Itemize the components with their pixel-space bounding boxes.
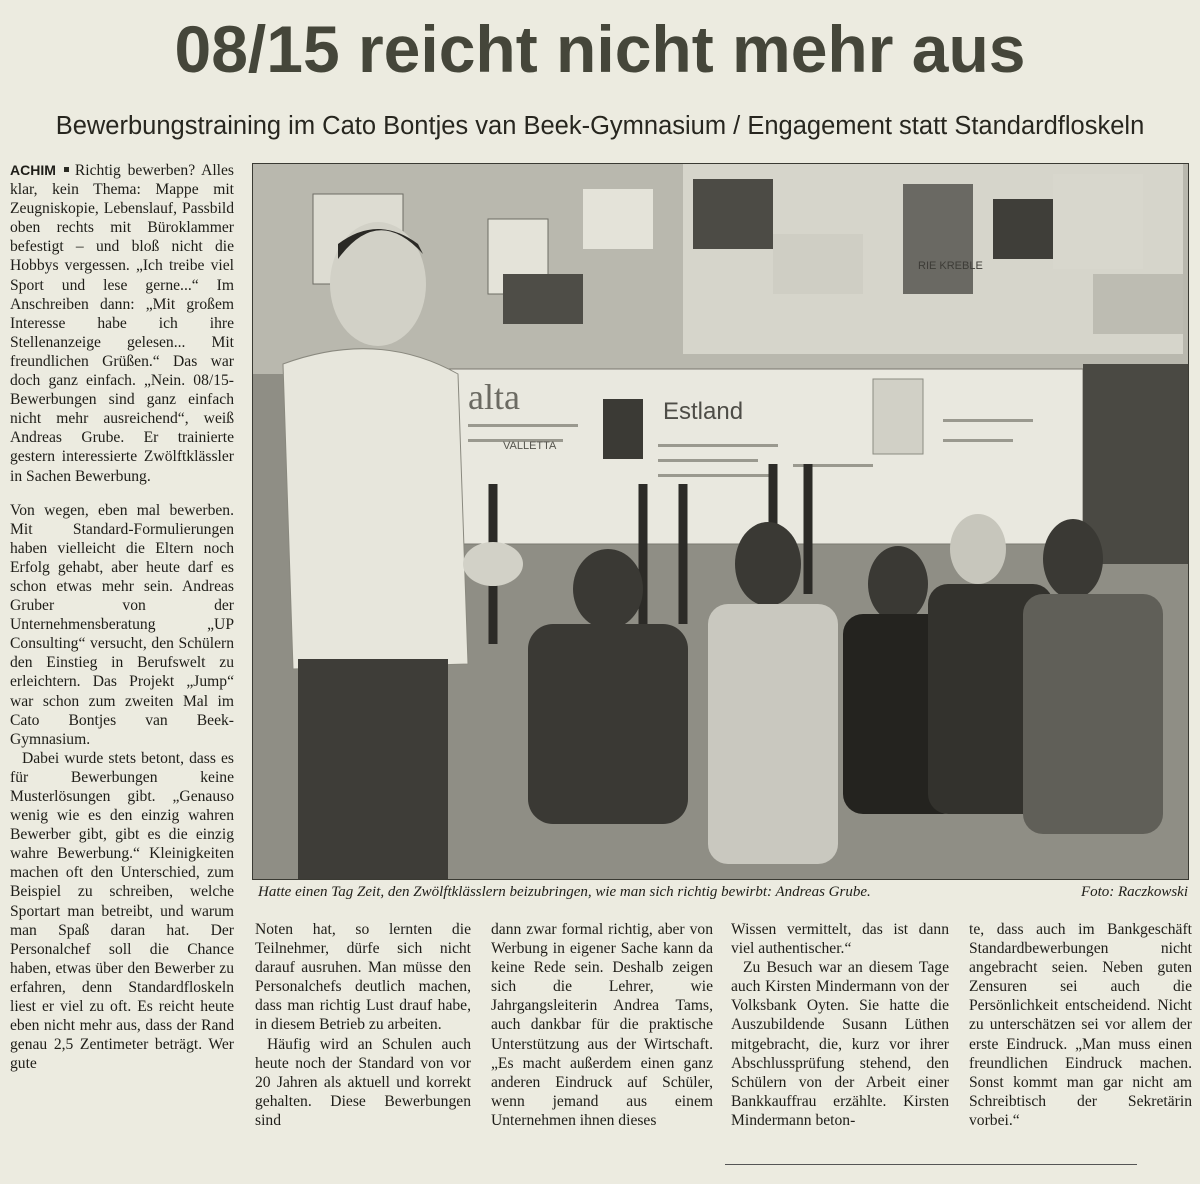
paragraph: Richtig bewerben? Alles klar, kein Thema: Mappe mit Zeugniskopie, Lebenslauf, Passbild oben rechts mit Büroklammer befestigt – und bloß nicht die Hobbys vergessen. „Ich treibe viel Sport und lese gerne...“ Im Anschreiben dann: „Mit großem Interesse habe ich ihre Stellenanzeige gelesen... Mit freundlichen Grüßen.“ Das war doch ganz einfach. „Nein. 08/15-Bewerbungen sind ganz einfach nicht mehr ausreichend“, weiß Andreas Grube. Er trainierte gestern interessierte Zwölftklässler in Sachen Bewerbung. (10, 162, 234, 485)
dateline-bullet (64, 167, 69, 172)
poster-text: RIE KREBLE (918, 260, 983, 272)
article-column-2 (255, 920, 471, 1130)
article-column-3 (491, 920, 713, 1130)
paragraph: Noten hat, so lernten die Teilnehmer, dürfe sich nicht darauf ausruhen. Man müsse den Personalchefs deutlich machen, dass man richtig Lust drauf habe, in diesem Betrieb zu arbeiten. (255, 921, 471, 1034)
article-column-1 (10, 161, 234, 1073)
column-end-rule (725, 1164, 1137, 1165)
headline: 08/15 reicht nicht mehr aus (174, 12, 1026, 86)
paragraph: te, dass auch im Bankgeschäft Standardbewerbungen nicht angebracht seien. Neben guten Zensuren sei auch die Persönlichkeit entscheidend. Nicht zu unterschätzen sei vor allem der erste Eindruck. „Man muss einen freundlichen Eindruck machen. Sonst kommt man gar nicht am Schreibtisch der Sekretärin vorbei.“ (969, 921, 1192, 1129)
paragraph: Dabei wurde stets betont, dass es für Bewerbungen keine Musterlösungen gibt. „Genauso wenig wie es den einzig wahren Bewerber gibt, gibt es die einzig wahre Bewerbung.“ Kleinigkeiten machen oft den Unterschied, zum Beispiel zu schreiben, welche Sportart man betreibt, und warum man Spaß daran hat. Der Personalchef soll die Chance haben, etwas über den Bewerber zu erfahren, denn Standardfloskeln liest er viel zu oft. Es reicht heute eben nicht mehr aus, dass der Rand genau 2,5 Zentimeter beträgt. Wer gute (10, 749, 234, 1073)
photo-caption: Hatte einen Tag Zeit, den Zwölftklässlern beizubringen, wie man sich richtig bewirbt: Andreas Grube. (258, 884, 871, 900)
paragraph: dann zwar formal richtig, aber von Werbung in eigener Sache kann da keine Rede sein. Deshalb zeigen sich die Lehrer, wie Jahrgangsleiterin Andrea Tams, auch dankbar für die praktische Unterstützung aus der Wirtschaft. „Es macht außerdem einen ganz anderen Eindruck auf Schüler, wenn jemand aus einem Unternehmen ihnen dieses (491, 921, 713, 1129)
paragraph: Häufig wird an Schulen auch heute noch der Standard von vor 20 Jahren als aktuell und korrekt gehalten. Diese Bewerbungen sind (255, 1035, 471, 1129)
photo-credit: Foto: Raczkowski (1080, 884, 1188, 900)
article-photo (252, 163, 1189, 880)
board-word-malta: alta (468, 377, 520, 417)
dateline: ACHIM (10, 162, 56, 178)
article-column-4 (731, 920, 949, 1130)
board-word-estland: Estland (663, 398, 744, 425)
board-word-valletta: VALLETTA (503, 440, 557, 452)
article-column-5 (969, 920, 1192, 1130)
classroom-photo-illustration (253, 164, 1188, 879)
subheadline: Bewerbungstraining im Cato Bontjes van Beek-Gymnasium / Engagement statt Standardfloskeln (55, 112, 1145, 140)
paragraph: Von wegen, eben mal bewerben. Mit Standard-Formulierungen haben vielleicht die Eltern noch Erfolg gehabt, aber heute darf es schon etwas mehr sein. Andreas Gruber von der Unternehmensberatung „UP Consulting“ versucht, den Schülern den Einstieg in Berufswelt zu erleichtern. Das Projekt „Jump“ war schon zum zweiten Mal im Cato Bontjes van Beek-Gymnasium. (10, 501, 234, 748)
paragraph: Zu Besuch war an diesem Tage auch Kirsten Mindermann von der Volksbank Oyten. Sie hatte die Auszubildende Susann Lüthen mitgebracht, die, kurz vor ihrer Abschlussprüfung stehend, den Schülern von der Arbeit einer Bankkauffrau erzählte. Kirsten Mindermann beton- (731, 959, 949, 1129)
paragraph: Wissen vermittelt, das ist dann viel authentischer.“ (731, 921, 949, 958)
